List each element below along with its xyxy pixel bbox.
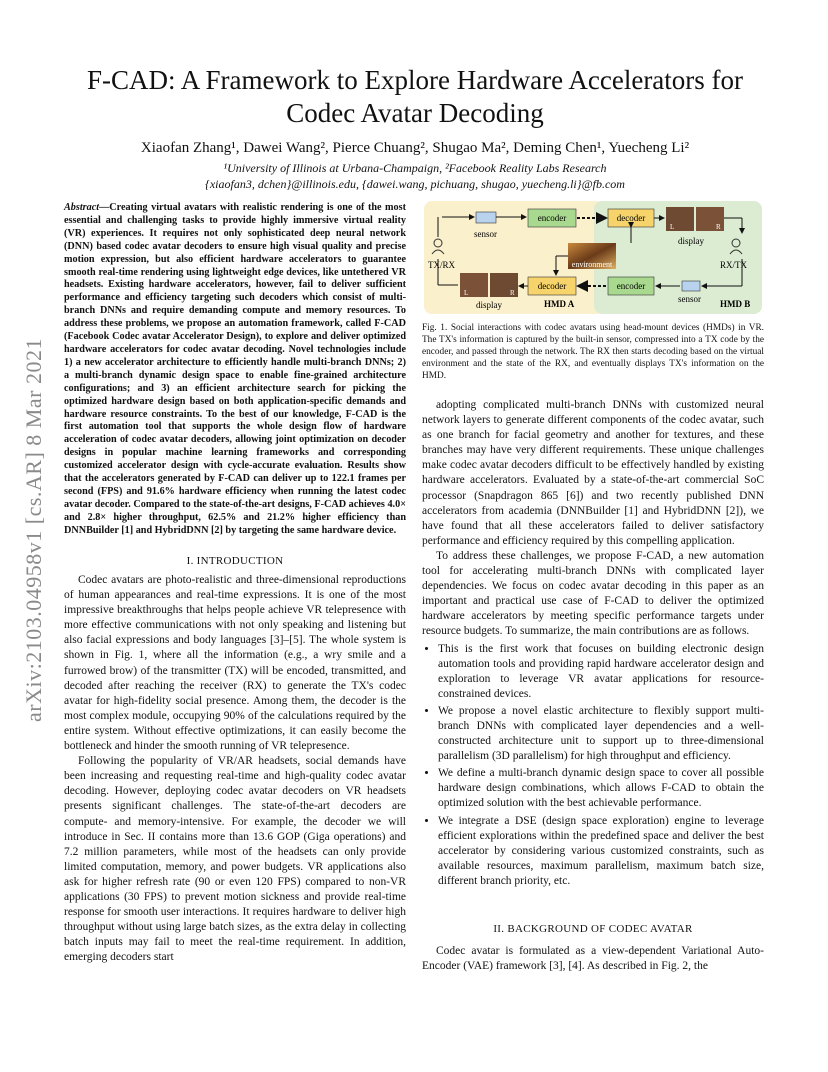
encoder-b-label: encoder	[616, 281, 646, 291]
figure-1-diagram	[424, 201, 762, 314]
list-item: • This is the first work that focuses on building electronic design automation tools and providing rapid hardware accelerator design and exploration to leverage VR avatar applications for resource-constrained devices.	[438, 642, 764, 702]
contributions-list	[422, 642, 764, 890]
paragraph: adopting complicated multi-branch DNNs with customized neural network layers to generate different components of the codec avatar, such as one branch for facial geometry and another for textures, and these branches may have very different requirements. These unique challenges make codec avatar decoders difficult to be effectively handled by existing hardware accelerators. Evaluated by a state-of-the-art commercial SoC processor (Snapdragon 865 [6]) and two recently published DNN accelerators from academia (DNNBuilder [1] and HybridDNN [2]), we have found that all these accelerators failed to deliver satisfactory performance and efficiency required by this compelling application.	[422, 399, 764, 547]
arxiv-id-text: arXiv:2103.04958v1 [cs.AR] 8 Mar 2021	[21, 338, 46, 722]
abstract-label: Abstract	[64, 202, 100, 213]
paragraph: To address these challenges, we propose F-CAD, a new automation tool for accelerating multi-branch DNNs with complicated layer dependencies. We focus on codec avatar decoding in this paper as an important and practical use case of F-CAD to deliver the optimized hardware accelerators by meeting specific performance targets under resource budgets. To summarize, the main contributions are as follows.	[422, 549, 764, 638]
face-l-label-b: L	[670, 223, 675, 231]
display-a-label: display	[476, 300, 502, 310]
list-item: • We define a multi-branch dynamic design space to cover all possible hardware design combinations, which allows F-CAD to obtain the optimized solution with the best achievable performance.	[438, 766, 764, 811]
arxiv-side-identifier	[4, 290, 64, 770]
author-list: Xiaofan Zhang¹, Dawei Wang², Pierce Chuang², Shugao Ma², Deming Chen¹, Yuecheng Li²	[140, 140, 690, 156]
face-l-label-a: L	[464, 289, 469, 297]
section-heading-background: II. BACKGROUND OF CODEC AVATAR	[493, 923, 693, 935]
display-b-label: display	[678, 236, 704, 246]
abstract	[64, 202, 406, 538]
background-body	[422, 944, 764, 974]
author-emails: {xiaofan3, dchen}@illinois.edu, {dawei.wang, pichuang, shugao, yuecheng.li}@fb.com	[205, 177, 625, 191]
hmd-b-label: HMD B	[720, 299, 751, 309]
sensor-a-label: sensor	[474, 229, 497, 239]
sensor-b-icon	[682, 281, 700, 291]
face-r-label-a: R	[510, 289, 515, 297]
paper-title: F-CAD: A Framework to Explore Hardware Accelerators for Codec Avatar Decoding	[86, 65, 744, 128]
paragraph: Following the popularity of VR/AR headsets, social demands have been increasing and requesting real-time and high-quality codec avatar decoding. However, deploying codec avatar decoders on VR headsets presents significant challenges. The state-of-the-art decoders are compute- and memory-intensive. For example, the decoder we will introduce in Sec. II contains more than 13.6 GOP (Giga operations) and 7.2 million parameters, while most of the headsets can only provide limited computation, memory, and power budgets. VR applications also ask for higher refresh rate (90 or even 120 FPS) compared to non-VR applications (30 FPS) to prevent motion sickness and provide real-time response for smooth user interactions. It requires hardware to deliver high throughput without using large batch sizes, as the extra delay in collecting batch inputs may fail to meet the real-time requirement. In addition, emerging decoders start	[64, 755, 406, 964]
sensor-b-label: sensor	[678, 294, 701, 304]
paragraph: Codec avatar is formulated as a view-dependent Variational Auto-Encoder (VAE) framework [3], [4]. As described in Fig. 2, the	[422, 945, 764, 973]
encoder-a-label: encoder	[537, 213, 567, 223]
abstract-text: —Creating virtual avatars with realistic rendering is one of the most essential and challenging tasks to provide highly immersive virtual reality (VR) experiences. It requires not only sophisticated deep neural network (DNN) based codec avatar decoders to ensure high visual quality and precise motion expression, but also efficient hardware accelerators to guarantee smooth real-time rendering using lightweight edge devices, like untethered VR headsets. Existing hardware accelerators, however, fail to deliver sufficient performance and efficiency targeting such decoders which consist of multi-branch DNNs and require demanding compute and memory resources. To address these problems, we propose an automation framework, called F-CAD (Facebook Codec avatar Accelerator Design), to explore and deliver optimized hardware accelerators for codec avatar decoding. Novel technologies include 1) a new accelerator architecture to efficiently handle multi-branch DNNs; 2) a multi-branch dynamic design space to enable fine-grained architecture configurations; and 3) an efficient architecture search for picking the optimized hardware design based on both application-specific demands and hardware resource constraints. To the best of our knowledge, F-CAD is the first automation tool that supports the whole design flow of hardware acceleration of codec avatar decoders, allowing joint optimization on decoder designs in popular machine learning frameworks and corresponding customized accelerator design with cycle-accurate evaluation. Results show that the accelerators generated by F-CAD can deliver up to 122.1 frames per second (FPS) and 91.6% hardware efficiency when running the latest codec avatar decoder. Compared to the state-of-the-art designs, F-CAD achieves 4.0× and 2.8× higher throughput, 62.5% and 21.2% higher efficiency than DNNBuilder [1] and HybridDNN [2] by targeting the same hardware device.	[64, 202, 406, 536]
decoder-a-label: decoder	[537, 281, 567, 291]
affiliations: ¹University of Illinois at Urbana-Champaign, ²Facebook Reality Labs Research	[223, 161, 607, 175]
tx-rx-label: TX/RX	[428, 260, 455, 270]
figure-1-caption: Fig. 1. Social interactions with codec avatars using head-mount devices (HMDs) in VR. The TX's information is captured by the built-in sensor, compressed into a TX code by the encoder, and passed through the network. The RX then starts decoding based on the virtual environment and the state of the RX, and eventually displays TX's information on the HMD.	[422, 323, 764, 381]
section-heading-introduction: I. INTRODUCTION	[186, 555, 284, 567]
introduction-body	[64, 573, 406, 965]
environment-label: environment	[571, 260, 613, 269]
list-item: • We integrate a DSE (design space exploration) engine to leverage efficient explorations within the predefined space and deliver the best accelerator by considering various customized constraints, such as available resources, maximum parallelism, maximum batch size, different branch priority, etc.	[438, 814, 764, 889]
rx-tx-label: RX/TX	[720, 260, 747, 270]
list-item: • We propose a novel elastic architecture to flexibly support multi-branch DNNs with complicated layer dependencies and a well-constructed architecture unit to support up to three-dimensional parallelism (3D parallelism) for high throughput and efficiency.	[438, 704, 764, 764]
hmd-a-label: HMD A	[544, 299, 575, 309]
paragraph: Codec avatars are photo-realistic and three-dimensional reproductions of human appearances and real-time expressions. It is one of the most impressive breakthroughs that helps people achieve VR telepresence with more effective communications with not only speaking and listening but also facial expressions and body languages [3]–[5]. The whole system is shown in Fig. 1, where all the information (e.g., a wry smile and a furrowed brow) of the transmitter (TX) will be encoded, transmitted, and decoded after reaching the receiver (RX) to generate the TX's codec avatar for high-fidelity social presence. Among them, the decoder is the most complex module, occupying 90% of the calculations required by the entire system. Without effective optimizations, it can easily become the bottleneck and hinder the smooth running of VR telepresence.	[64, 574, 406, 753]
right-column-body	[422, 398, 764, 891]
face-r-label-b: R	[716, 223, 721, 231]
decoder-b-label: decoder	[616, 213, 646, 223]
sensor-a-icon	[476, 212, 496, 223]
